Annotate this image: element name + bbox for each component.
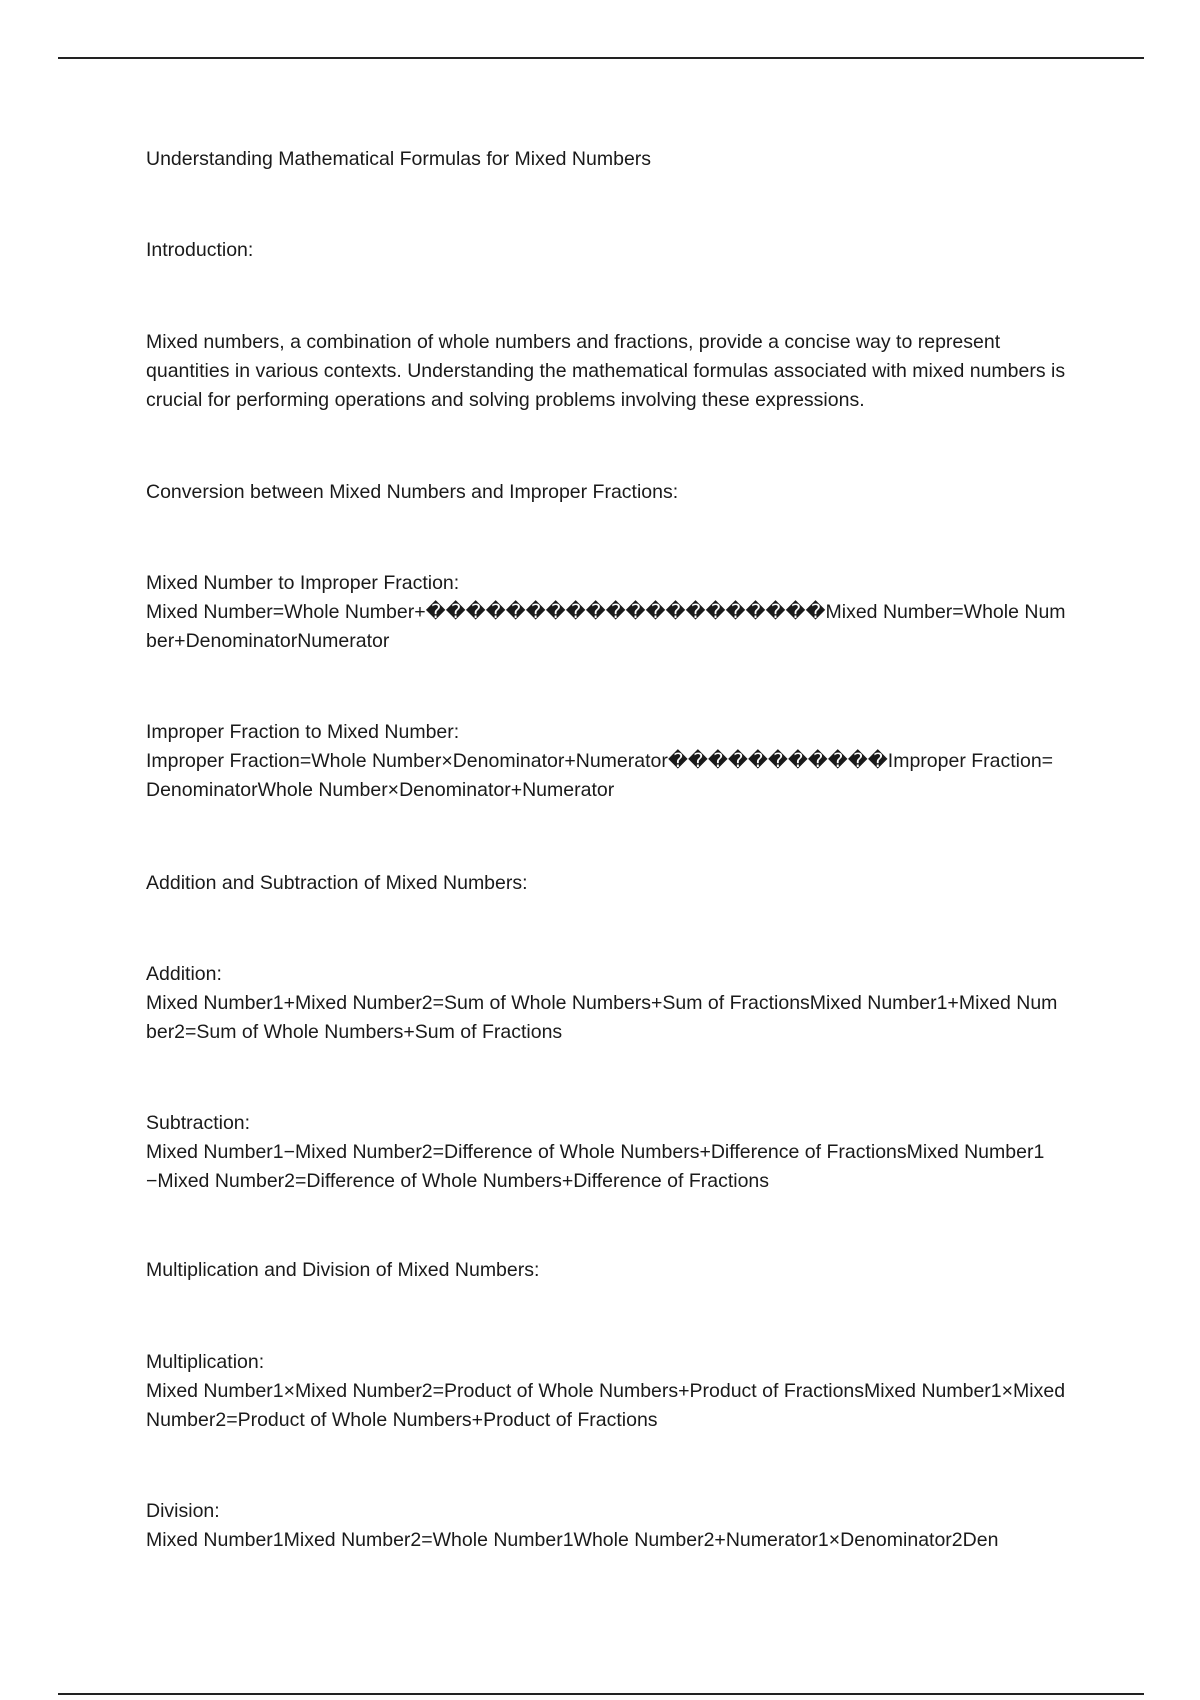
intro-heading: Introduction: [146,239,254,261]
bottom-divider [58,1693,1144,1695]
intro-paragraph: Mixed numbers, a combination of whole numbers and fractions, provide a concise way to represent quantities in various contexts. Understanding the mathematical formulas associated with mixed numbers is crucial for performing operations and solving problems involving these expressions. [146,331,1066,411]
add-sub-heading: Addition and Subtraction of Mixed Numbers: [146,872,528,894]
mixed-to-improper-formula: Mixed Number=Whole Number+��������������������Mixed Number=Whole Number+DenominatorNumerator [146,601,1066,652]
addition-label: Addition: [146,963,222,985]
conversion-heading: Conversion between Mixed Numbers and Improper Fractions: [146,481,679,503]
document-title: Understanding Mathematical Formulas for Mixed Numbers [146,148,652,170]
subtraction-label: Subtraction: [146,1112,251,1134]
multiplication-formula: Mixed Number1×Mixed Number2=Product of Whole Numbers+Product of FractionsMixed Number1×Mixed Number2=Product of Whole Numbers+Product of Fractions [146,1380,1066,1431]
division-label: Division: [146,1500,220,1522]
multiplication-label: Multiplication: [146,1351,265,1373]
mixed-to-improper-label: Mixed Number to Improper Fraction: [146,572,460,594]
subtraction-formula: Mixed Number1−Mixed Number2=Difference of Whole Numbers+Difference of FractionsMixed Number1−Mixed Number2=Difference of Whole Numbers+Difference of Fractions [146,1141,1045,1192]
division-formula: Mixed Number1Mixed Number2=Whole Number1Whole Number2+Numerator1×Denominator2Den [146,1529,999,1551]
addition-formula: Mixed Number1+Mixed Number2=Sum of Whole Numbers+Sum of FractionsMixed Number1+Mixed Number2=Sum of Whole Numbers+Sum of Fractions [146,992,1058,1043]
top-divider [58,57,1144,59]
mul-div-heading: Multiplication and Division of Mixed Numbers: [146,1259,540,1281]
improper-to-mixed-formula: Improper Fraction=Whole Number×Denominator+Numerator�����������Improper Fraction=DenominatorWhole Number×Denominator+Numerator [146,750,1054,801]
improper-to-mixed-label: Improper Fraction to Mixed Number: [146,721,460,743]
